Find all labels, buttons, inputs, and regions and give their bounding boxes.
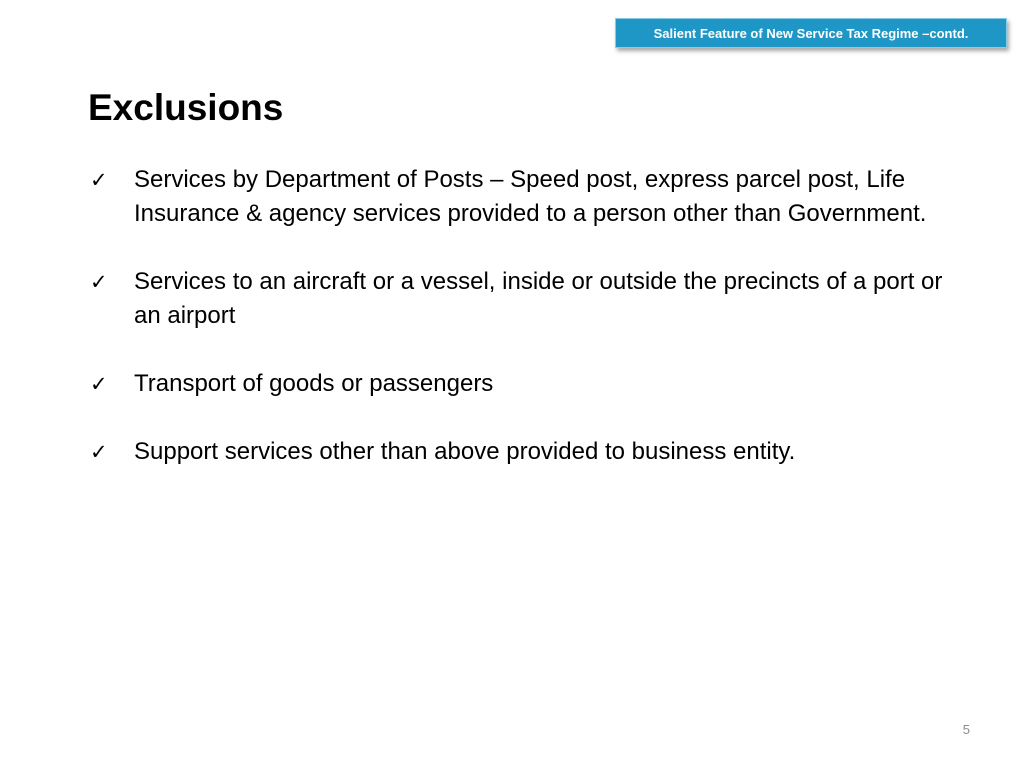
bullet-text: Services by Department of Posts – Speed post, express parcel post, Life Insurance & agency services provided to a person other than Government. [134, 166, 927, 227]
bullet-list [88, 163, 968, 503]
bullet-text: Transport of goods or passengers [134, 370, 494, 397]
slide-title: Exclusions [88, 87, 284, 128]
bullet-item [88, 163, 968, 231]
bullet-item [88, 435, 968, 469]
check-icon: ✓ [90, 270, 108, 294]
bullet-text: Services to an aircraft or a vessel, inside or outside the precincts of a port or an airport [134, 268, 943, 329]
bullet-item [88, 265, 968, 333]
section-header-tag: Salient Feature of New Service Tax Regime –contd. [615, 18, 1007, 48]
bullet-item [88, 367, 968, 401]
bullet-text: Support services other than above provided to business entity. [134, 438, 796, 465]
page-number: 5 [962, 722, 970, 737]
check-icon: ✓ [90, 168, 108, 192]
check-icon: ✓ [90, 440, 108, 464]
check-icon: ✓ [90, 372, 108, 396]
